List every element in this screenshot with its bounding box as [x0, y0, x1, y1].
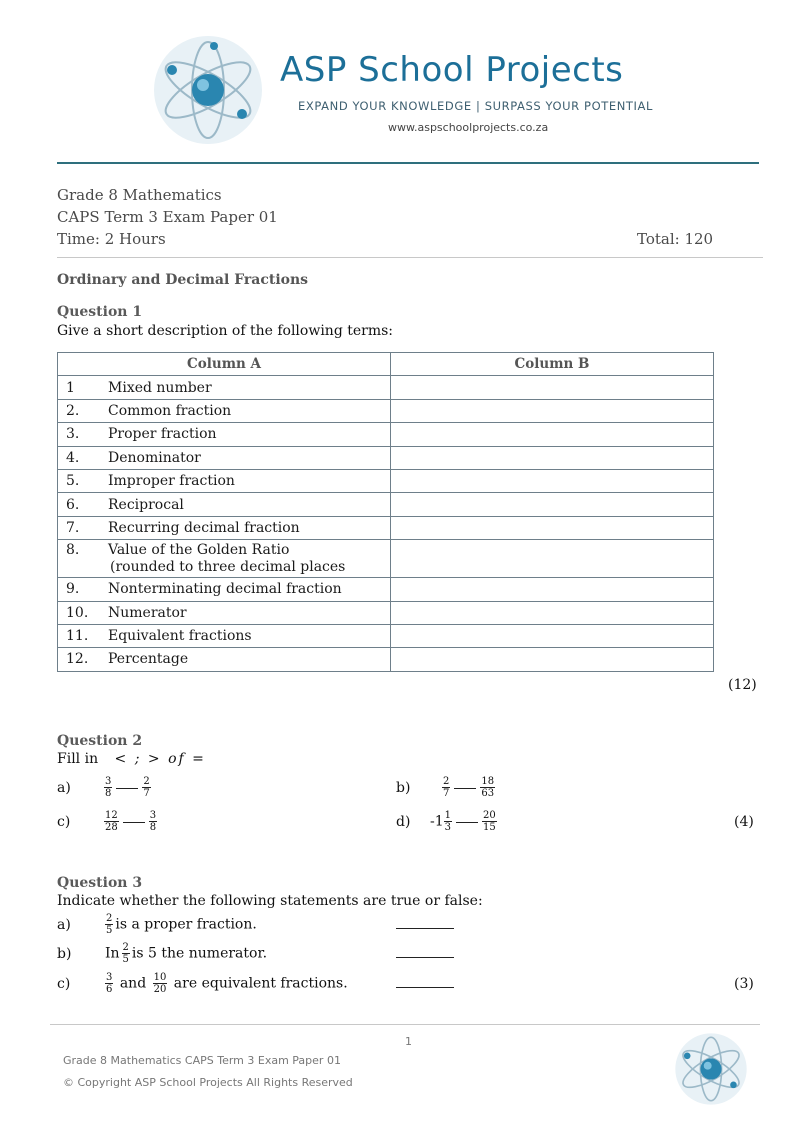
- table-row: 6. Reciprocal: [58, 493, 714, 516]
- table-row: 11. Equivalent fractions: [58, 624, 714, 647]
- q3-c: c) $\frac{3}{6}$ and $\frac{10}{20}$ are equivalent fractions.: [57, 972, 348, 995]
- answer-blank[interactable]: [123, 821, 145, 823]
- meta-time: Time: 2 Hours: [57, 230, 166, 248]
- q1-instruction: Give a short description of the following terms:: [57, 323, 394, 339]
- answer-cell[interactable]: [391, 624, 714, 647]
- meta-total: Total: 120: [637, 230, 714, 248]
- answer-cell[interactable]: [391, 399, 714, 422]
- atom-logo-small-icon: [674, 1032, 748, 1106]
- q3-a: a) $\frac{2}{5}$ is a proper fraction.: [57, 913, 257, 936]
- q2-title: Question 2: [57, 733, 143, 749]
- answer-cell[interactable]: [391, 601, 714, 624]
- q3-a-answer-line[interactable]: [396, 928, 454, 929]
- page-number: 1: [405, 1035, 412, 1048]
- q2-c: c) $\frac{12}{28}$ $\frac{3}{8}$: [57, 810, 157, 833]
- col-a-header: Column A: [58, 353, 391, 376]
- table-row: 2. Common fraction: [58, 399, 714, 422]
- col-b-header: Column B: [391, 353, 714, 376]
- table-row: 10. Numerator: [58, 601, 714, 624]
- table-row: 9. Nonterminating decimal fraction: [58, 578, 714, 601]
- q2-a: a) $\frac{3}{8}$ $\frac{2}{7}$: [57, 776, 150, 799]
- answer-blank[interactable]: [456, 821, 478, 823]
- q3-title: Question 3: [57, 875, 143, 891]
- footer-line1: Grade 8 Mathematics CAPS Term 3 Exam Paper 01: [63, 1054, 341, 1067]
- answer-blank[interactable]: [454, 787, 476, 789]
- table-row: 5. Improper fraction: [58, 469, 714, 492]
- brand-tagline: EXPAND YOUR KNOWLEDGE | SURPASS YOUR POTENTIAL: [298, 99, 654, 113]
- answer-cell[interactable]: [391, 493, 714, 516]
- table-row: 1 Mixed number: [58, 376, 714, 399]
- q2-marks: (4): [734, 814, 754, 830]
- answer-cell[interactable]: [391, 516, 714, 539]
- brand-url: www.aspschoolprojects.co.za: [388, 121, 549, 134]
- atom-logo-icon: [152, 34, 264, 146]
- answer-cell[interactable]: [391, 648, 714, 671]
- q3-b: b) In $\frac{2}{5}$ is 5 the numerator.: [57, 942, 268, 965]
- q2-d: d) -1 $\frac{1}{3}$ $\frac{20}{15}$: [396, 810, 496, 833]
- answer-cell[interactable]: [391, 446, 714, 469]
- table-row: 4. Denominator: [58, 446, 714, 469]
- meta-grade: Grade 8 Mathematics: [57, 186, 222, 204]
- q1-marks: (12): [728, 677, 757, 693]
- q2-b: b) $\frac{2}{7}$ $\frac{18}{63}$: [396, 776, 495, 799]
- meta-paper: CAPS Term 3 Exam Paper 01: [57, 208, 278, 226]
- table-row: 7. Recurring decimal fraction: [58, 516, 714, 539]
- q1-table: [57, 352, 714, 672]
- answer-cell[interactable]: [391, 578, 714, 601]
- table-row: 3. Proper fraction: [58, 423, 714, 446]
- answer-cell[interactable]: [391, 376, 714, 399]
- meta-divider: [57, 257, 763, 258]
- q3-b-answer-line[interactable]: [396, 957, 454, 958]
- brand-title: ASP School Projects: [280, 50, 624, 90]
- q2-instruction: Fill in < ; > of =: [57, 751, 206, 767]
- table-row: 8. Value of the Golden Ratio (rounded to three decimal places: [58, 540, 714, 578]
- answer-cell[interactable]: [391, 540, 714, 578]
- section-title: Ordinary and Decimal Fractions: [57, 272, 309, 288]
- q3-c-answer-line[interactable]: [396, 987, 454, 988]
- q1-title: Question 1: [57, 304, 143, 320]
- footer-line2: © Copyright ASP School Projects All Rights Reserved: [63, 1076, 353, 1089]
- q3-instruction: Indicate whether the following statements are true or false:: [57, 893, 483, 909]
- table-row: 12. Percentage: [58, 648, 714, 671]
- answer-blank[interactable]: [116, 787, 138, 789]
- answer-cell[interactable]: [391, 423, 714, 446]
- answer-cell[interactable]: [391, 469, 714, 492]
- footer-divider: [50, 1024, 760, 1025]
- q3-marks: (3): [734, 976, 754, 992]
- header-divider: [57, 162, 759, 164]
- q2-symbols: < ; > of =: [114, 751, 206, 767]
